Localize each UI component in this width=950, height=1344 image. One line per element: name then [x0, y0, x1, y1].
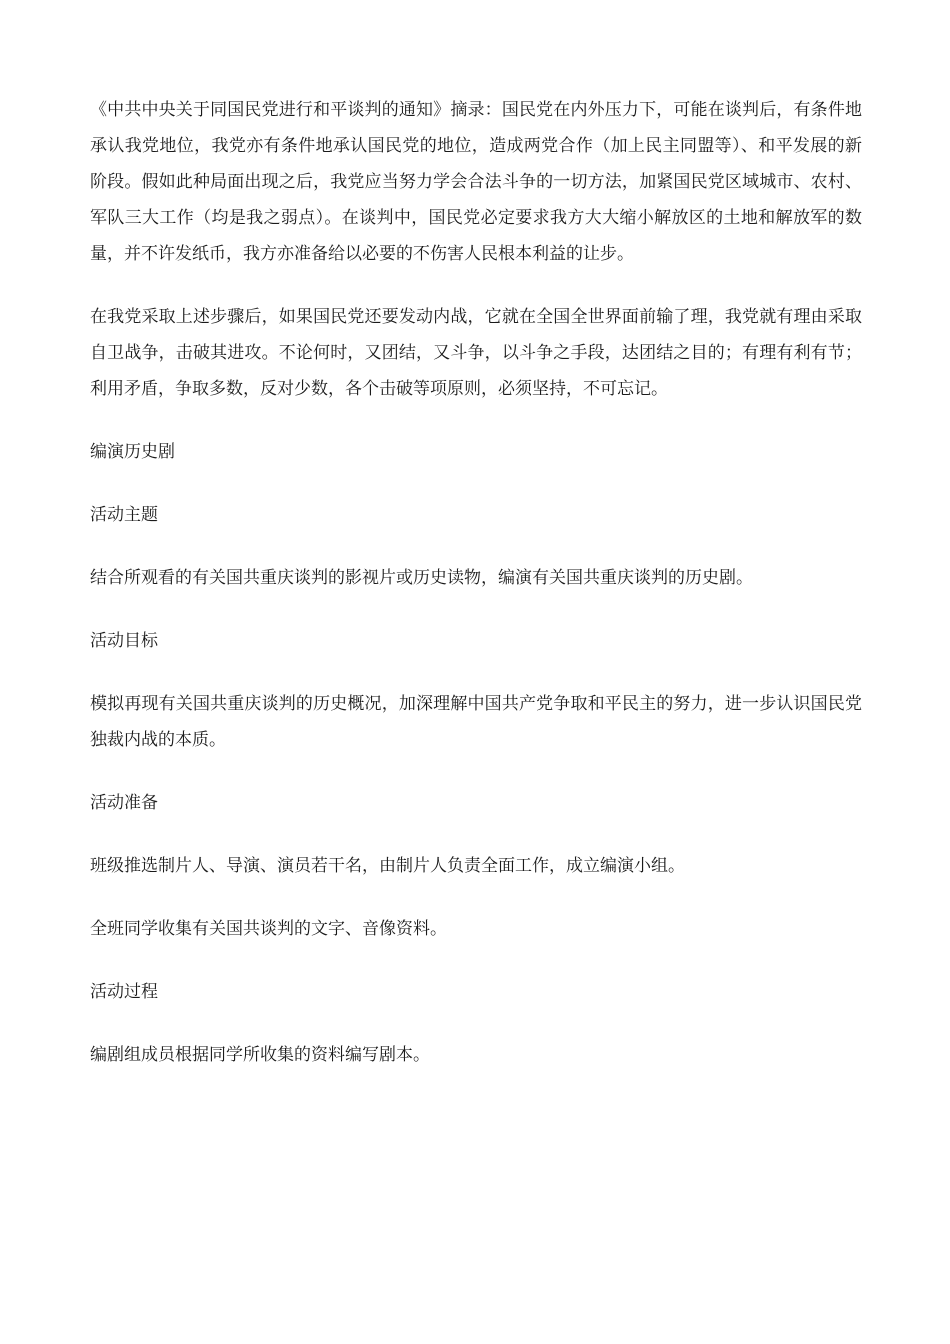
document-body — [90, 92, 862, 1073]
paragraph-principles: 在我党采取上述步骤后，如果国民党还要发动内战，它就在全国全世界面前输了理，我党就有理由采取自卫战争，击破其进攻。不论何时，又团结，又斗争，以斗争之手段，达团结之目的；有理有利有节；利用矛盾，争取多数，反对少数，各个击破等项原则，必须坚持，不可忘记。 — [90, 307, 862, 399]
heading-activity-process: 活动过程 — [90, 982, 158, 1002]
paragraph-activity-theme: 结合所观看的有关国共重庆谈判的影视片或历史读物，编演有关国共重庆谈判的历史剧。 — [90, 568, 753, 588]
heading-activity-theme: 活动主题 — [90, 505, 158, 525]
paragraph-activity-goal: 模拟再现有关国共重庆谈判的历史概况，加深理解中国共产党争取和平民主的努力，进一步认识国民党独裁内战的本质。 — [90, 694, 862, 750]
heading-activity-preparation: 活动准备 — [90, 793, 158, 813]
paragraph-preparation-team: 班级推选制片人、导演、演员若干名，由制片人负责全面工作，成立编演小组。 — [90, 856, 685, 876]
heading-activity-goal: 活动目标 — [90, 631, 158, 651]
paragraph-notice-excerpt: 《中共中央关于同国民党进行和平谈判的通知》摘录：国民党在内外压力下，可能在谈判后，有条件地承认我党地位，我党亦有条件地承认国民党的地位，造成两党合作（加上民主同盟等）、和平发展的新阶段。假如此种局面出现之后，我党应当努力学会合法斗争的一切方法，加紧国民党区域城市、农村、军队三大工作（均是我之弱点）。在谈判中，国民党必定要求我方大大缩小解放区的土地和解放军的数量，并不许发纸币，我方亦准备给以必要的不伤害人民根本利益的让步。 — [90, 100, 862, 264]
paragraph-preparation-materials: 全班同学收集有关国共谈判的文字、音像资料。 — [90, 919, 447, 939]
heading-historical-drama: 编演历史剧 — [90, 442, 175, 462]
paragraph-process-script: 编剧组成员根据同学所收集的资料编写剧本。 — [90, 1045, 430, 1065]
